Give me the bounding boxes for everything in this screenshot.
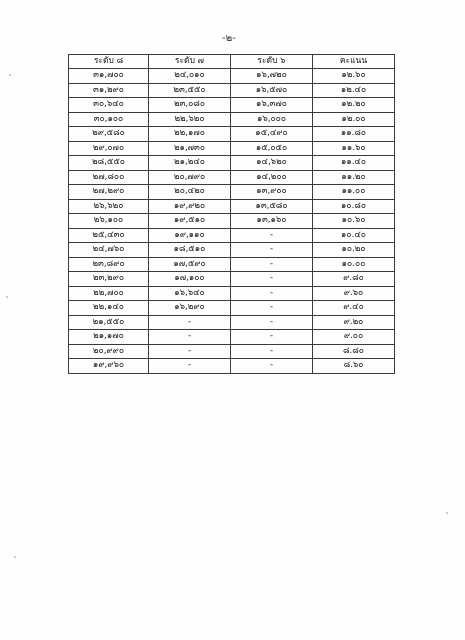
score-cell: ๙.๘๐ — [313, 272, 395, 287]
score-cell: ๑๑.๔๐ — [313, 156, 395, 171]
level-8-cell: ๒๑,๑๗๐ — [69, 330, 149, 345]
header-score: คะแนน — [313, 55, 395, 69]
level-8-cell: ๓๑,๒๙๐ — [69, 83, 149, 98]
level-7-cell: ๑๗,๑๐๐ — [149, 272, 231, 287]
table-row — [69, 228, 395, 243]
level-7-cell: ๒๑,๒๔๐ — [149, 156, 231, 171]
table-row — [69, 315, 395, 330]
level-7-cell: - — [149, 330, 231, 345]
table-row — [69, 272, 395, 287]
level-7-cell: ๑๖,๖๔๐ — [149, 286, 231, 301]
scan-speck — [446, 512, 448, 514]
header-level-7: ระดับ ๗ — [149, 55, 231, 69]
table-row — [69, 344, 395, 359]
level-7-cell: ๑๖,๒๙๐ — [149, 301, 231, 316]
table-row — [69, 170, 395, 185]
level-8-cell: ๒๘,๕๕๐ — [69, 156, 149, 171]
score-cell: ๑๒.๒๐ — [313, 98, 395, 113]
level-6-cell: - — [231, 344, 313, 359]
score-cell: ๙.๔๐ — [313, 301, 395, 316]
level-7-cell: ๒๐,๔๒๐ — [149, 185, 231, 200]
table-row — [69, 69, 395, 84]
level-6-cell: ๑๖,๐๐๐ — [231, 112, 313, 127]
level-8-cell: ๒๖,๑๐๐ — [69, 214, 149, 229]
level-8-cell: ๒๒,๗๐๐ — [69, 286, 149, 301]
level-8-cell: ๒๖,๖๒๐ — [69, 199, 149, 214]
level-6-cell: ๑๖,๕๗๐ — [231, 83, 313, 98]
level-8-cell: ๒๙,๐๗๐ — [69, 141, 149, 156]
level-7-cell: ๒๓,๐๘๐ — [149, 98, 231, 113]
level-7-cell: ๑๘,๕๑๐ — [149, 243, 231, 258]
score-cell: ๑๐.๘๐ — [313, 199, 395, 214]
table-row — [69, 286, 395, 301]
level-6-cell: ๑๕,๔๙๐ — [231, 127, 313, 142]
level-6-cell: ๑๓,๕๘๐ — [231, 199, 313, 214]
level-7-cell: ๑๙,๕๑๐ — [149, 214, 231, 229]
level-7-cell: ๑๙,๑๑๐ — [149, 228, 231, 243]
header-row — [69, 55, 395, 69]
grade-score-table — [68, 54, 395, 374]
score-cell: ๑๒.๐๐ — [313, 112, 395, 127]
score-cell: ๑๐.๔๐ — [313, 228, 395, 243]
level-6-cell: ๑๔,๒๐๐ — [231, 170, 313, 185]
level-6-cell: - — [231, 359, 313, 374]
table-row — [69, 141, 395, 156]
level-7-cell: ๒๑,๗๓๐ — [149, 141, 231, 156]
score-cell: ๑๐.๒๐ — [313, 243, 395, 258]
level-7-cell: ๒๒,๑๗๐ — [149, 127, 231, 142]
level-6-cell: ๑๕,๐๕๐ — [231, 141, 313, 156]
header-level-6: ระดับ ๖ — [231, 55, 313, 69]
level-8-cell: ๒๔,๗๖๐ — [69, 243, 149, 258]
level-8-cell: ๑๙,๙๖๐ — [69, 359, 149, 374]
score-cell: ๑๐.๖๐ — [313, 214, 395, 229]
level-6-cell: - — [231, 272, 313, 287]
score-cell: ๑๑.๐๐ — [313, 185, 395, 200]
score-cell: ๑๑.๒๐ — [313, 170, 395, 185]
level-6-cell: ๑๖,๓๗๐ — [231, 98, 313, 113]
level-6-cell: - — [231, 257, 313, 272]
level-7-cell: ๒๓,๕๕๐ — [149, 83, 231, 98]
level-8-cell: ๒๙,๕๘๐ — [69, 127, 149, 142]
table-row — [69, 214, 395, 229]
level-6-cell: - — [231, 286, 313, 301]
header-level-8: ระดับ ๘ — [69, 55, 149, 69]
level-6-cell: ๑๖,๗๒๐ — [231, 69, 313, 84]
level-8-cell: ๒๓,๒๙๐ — [69, 272, 149, 287]
table-row — [69, 257, 395, 272]
table-row — [69, 243, 395, 258]
level-8-cell: ๒๕,๔๓๐ — [69, 228, 149, 243]
level-8-cell: ๒๑,๕๕๐ — [69, 315, 149, 330]
level-7-cell: ๒๔,๐๑๐ — [149, 69, 231, 84]
level-7-cell: ๒๐,๗๙๐ — [149, 170, 231, 185]
level-8-cell: ๓๐,๑๐๐ — [69, 112, 149, 127]
table-row — [69, 330, 395, 345]
level-6-cell: - — [231, 228, 313, 243]
score-cell: ๘.๖๐ — [313, 359, 395, 374]
level-6-cell: ๑๔,๖๒๐ — [231, 156, 313, 171]
table-body — [69, 69, 395, 374]
scan-speck — [14, 556, 16, 558]
level-7-cell: ๑๗,๕๙๐ — [149, 257, 231, 272]
level-6-cell: ๑๓,๑๖๐ — [231, 214, 313, 229]
table-row — [69, 83, 395, 98]
page-number: -๒- — [222, 33, 236, 44]
level-8-cell: ๒๗,๘๐๐ — [69, 170, 149, 185]
score-cell: ๙.๐๐ — [313, 330, 395, 345]
score-cell: ๑๑.๖๐ — [313, 141, 395, 156]
score-cell: ๙.๒๐ — [313, 315, 395, 330]
table-row — [69, 359, 395, 374]
score-cell: ๑๒.๔๐ — [313, 83, 395, 98]
score-cell: ๑๑.๘๐ — [313, 127, 395, 142]
level-6-cell: - — [231, 315, 313, 330]
scan-speck — [6, 296, 8, 298]
level-6-cell: - — [231, 301, 313, 316]
level-8-cell: ๒๒,๑๔๐ — [69, 301, 149, 316]
level-8-cell: ๓๑,๗๐๐ — [69, 69, 149, 84]
score-cell: ๘.๘๐ — [313, 344, 395, 359]
scan-speck — [9, 74, 11, 76]
level-6-cell: - — [231, 330, 313, 345]
table-row — [69, 199, 395, 214]
level-7-cell: ๒๒,๖๒๐ — [149, 112, 231, 127]
level-8-cell: ๒๐,๙๙๐ — [69, 344, 149, 359]
level-7-cell: - — [149, 359, 231, 374]
score-cell: ๙.๖๐ — [313, 286, 395, 301]
score-cell: ๑๐.๐๐ — [313, 257, 395, 272]
table-row — [69, 301, 395, 316]
table-row — [69, 127, 395, 142]
level-6-cell: ๑๓,๙๐๐ — [231, 185, 313, 200]
table-row — [69, 185, 395, 200]
level-8-cell: ๒๓,๘๙๐ — [69, 257, 149, 272]
level-8-cell: ๒๗,๒๙๐ — [69, 185, 149, 200]
level-7-cell: ๑๙,๙๒๐ — [149, 199, 231, 214]
level-6-cell: - — [231, 243, 313, 258]
level-7-cell: - — [149, 315, 231, 330]
table-header — [69, 55, 395, 69]
level-8-cell: ๓๐,๖๔๐ — [69, 98, 149, 113]
score-cell: ๑๒.๖๐ — [313, 69, 395, 84]
table-row — [69, 156, 395, 171]
level-7-cell: - — [149, 344, 231, 359]
table-row — [69, 98, 395, 113]
table-row — [69, 112, 395, 127]
